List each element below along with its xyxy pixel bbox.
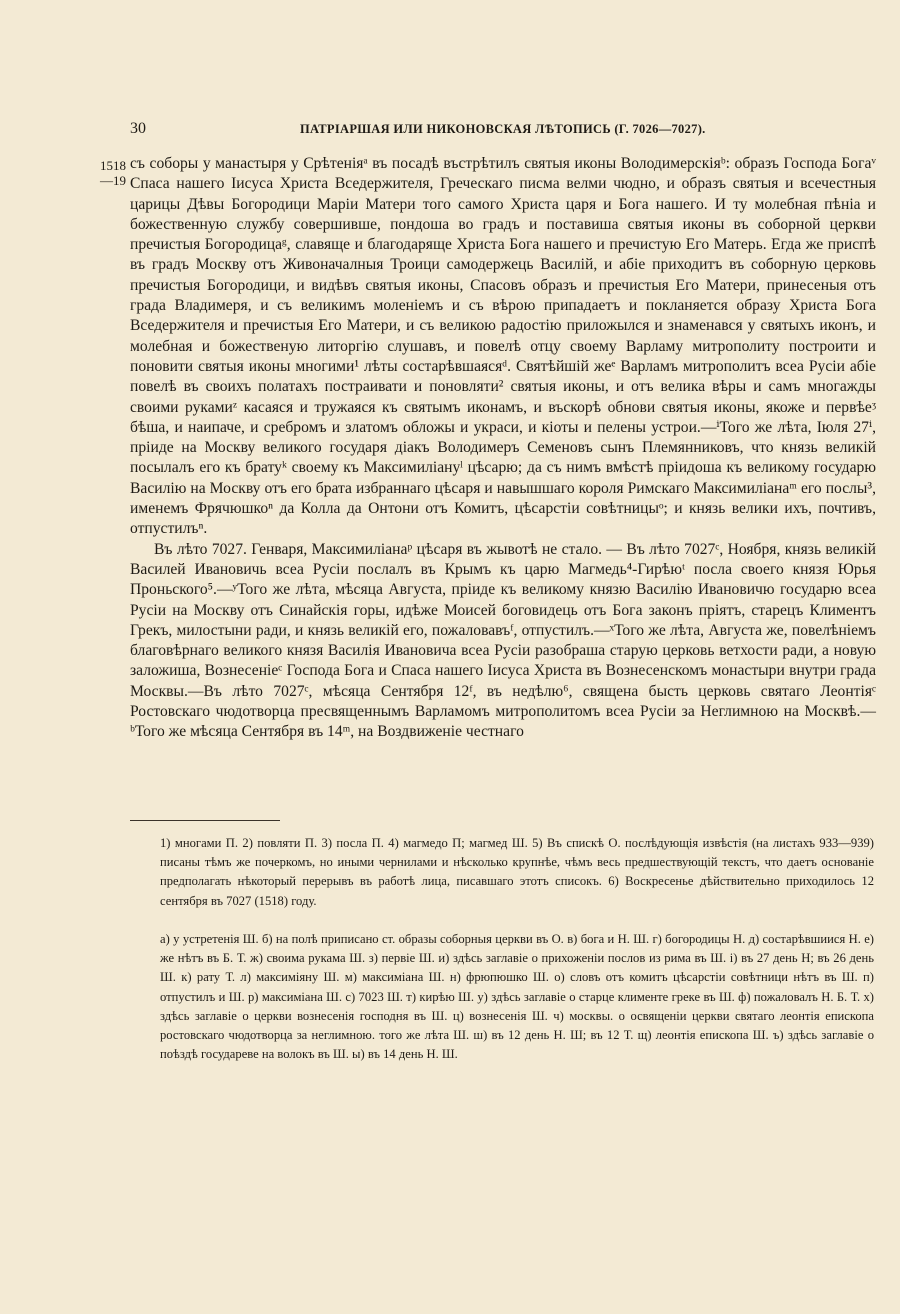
page-number: 30 bbox=[130, 120, 146, 137]
variant-readings-block: а) у устретенія Ш. б) на полѣ приписано ст. образы соборныя церкви въ О. в) бога и Н. Ш. г) богородицы Н. д) состарѣвшиися Н. е) же нѣтъ въ Б. Т. ж) своима рукама Ш. з) первіе Ш. и) здѣсь заглавіе о прихоженіи послов из рима въ Ш. і) въ 27 день Н; въ 26 день Ш. к) рату Т. л) максиміяну Ш. м) максиміана Ш. н) фрюпюшко Ш. о) словъ отъ комитъ цѣсарстіи совѣтници нѣтъ въ Ш. п) отпустилъ и Ш. р) максиміана Ш. с) 7023 Ш. т) кирѣю Ш. у) здѣсь заглавіе о старце клименте греке въ Ш. ф) пожаловалъ Н. Б. Т. х) здѣсь заглавіе о церкви вознесенія господня въ Ш. ц) вознесенія Ш. ч) москвы. о освященіи церкви святаго леонтія епископа ростовскаго чюдотворца за неглимною. того же лѣта Ш. ш) въ 12 день Н. Ш; въ 12 Т. щ) леонтія епископа Ш. ъ) здѣсь заглавіе о поѣздѣ государеве на волокъ въ Ш. ы) въ 14 день Н. Ш. bbox=[160, 932, 874, 1062]
page-header bbox=[130, 118, 870, 140]
body-paragraph: съ соборы у манастыря у Срѣтеніяᵃ въ посадѣ въстрѣтилъ святыя иконы Володимерскіяᵇ: образъ Господа Богаᵛ Спаса нашего Іисуса Христа Вседержителя, Греческаго писма велми чюдно, и образъ святыя и всечестныя царицы Дѣвы Богородици Маріи Матери того самого Христа царя и Бога нашего. И ту молебная пѣніа и божественную службу совершивше, пондоша во градъ и поставиша святыя иконы въ соборной церкви пречистыя Богородицаᵍ, славяще и благодаряще Христа Бога нашего и пречистую Его Матерь. Егда же приспѣ въ градъ Москву отъ Живоначалныя Троици самодержець Василій, и абіе приходитъ въ соборную церковь пречистыя Богородици, и видѣвъ святыя иконы, Спасовъ образъ и пречистыя Его Матери, принесеныя отъ града Владимеря, и съ великимъ моленіемъ и съ вѣрою припадаетъ и покланяется образу Христа Бога Вседержителя и пречистыя Его Матери, и съ великою радостію приложылся и знаменався у святыхъ иконъ, и молебная и божественую литоргію слушавъ, и повелѣ отцу своему Варламу митрополиту построити и поновити святыя иконы многими¹ лѣты состарѣвшаясяᵈ. Святѣйшій жеᵉ Варламъ митрополитъ всеа Русіи абіе повелѣ въ своихъ полатахъ пострaивати и поновляти² святыя иконы, и отъ велика вѣры и самъ многажды своими рукамиᶻ касаяся и тружаяся къ святымъ иконамъ, и въскорѣ обнови святыя иконы, якоже и первѣеᶾ бѣша, и наипаче, и сребромъ и златомъ обложы и украси, и кіоты и пелены устрои.—ⁱТого же лѣта, Іюля 27ⁱ, пріиде на Москву великого государя діакъ Володимеръ Семеновъ сынъ Племянниковъ, что князь великій посылалъ его къ братуᵏ своему къ Максимиліануˡ цѣсарю; да съ нимъ вмѣстѣ пріидоша къ великому государю Василію на Москву отъ его брата избраннаго цѣсаря и навышшаго короля Римскаго Максимиліанаᵐ его послы³, именемъ Фрячюшкоⁿ да Колла да Онтони отъ Комитъ, цѣсарстіи совѣтницыᵒ; и князь велики ихъ, почтивъ, отпустилъⁿ. bbox=[130, 155, 876, 538]
margin-year-note: 1518 —19 bbox=[100, 158, 126, 188]
running-title: ПАТРІАРШАЯ ИЛИ НИКОНОВСКАЯ ЛѢТОПИСЬ (Г. 7026—7027). bbox=[300, 122, 706, 136]
body-paragraph: Въ лѣто 7027. Генваря, Максимиліанаᵖ цѣсаря въ жывотѣ не стало. — Въ лѣто 7027ᶜ, Ноября, князь великій Василей Ивановичь всеа Русіи послалъ въ Крымъ къ царю Магмедь⁴-Гирѣюᵗ посла своего князя Юрья Проньского⁵.—ʸТого же лѣта, мѣсяца Августа, пріиде къ великому князю Василію Ивановичю государю всеа Русіи на Москву отъ Синайскія горы, идѣже Моисей боговидець отъ Бога законъ пріятъ, старецъ Климентъ Грекъ, милостыни ради, и князь великій его, пожаловавъᶠ, отпустилъ.—ˣТого же лѣта, Августа же, повелѣніемъ благовѣрнаго великого князя Василія Ивановича всеа Русіи разобраша старую церковь ветхости ради, а новую заложиша, Вознесеніеᶜ Господа Бога и Спаса нашего Іисуса Христа въ Вознесенскомъ монастыри внутри града Москвы.—Въ лѣто 7027ᶜ, мѣсяца Сентября 12ᶠ, въ недѣлю⁶, священа бысть церковь святаго Леонтіяᶜ Ростовскаго чюдотворца пресвященнымъ Варламомъ митрополитомъ всеа Русіи за Неглимною на Москвѣ.—ᵇТого же мѣсяца Сентября въ 14ᵐ, на Воздвиженіе честнаго bbox=[130, 540, 876, 741]
numbered-footnotes bbox=[160, 834, 874, 921]
footnote-divider bbox=[130, 820, 280, 821]
lettered-footnotes bbox=[160, 930, 874, 1064]
main-text bbox=[130, 154, 876, 743]
footnote-block: 1) многами П. 2) повляти П. 3) посла П. 4) магмедо П; магмед Ш. 5) Въ спискѣ О. послѣдующія извѣстія (на листахъ 933—939) писаны тѣмъ же почеркомъ, но иными чернилами и нѣсколько крупнѣе, чѣмъ весь предшествующій текстъ, что даетъ основаніе предполагать нѣкоторый перерывъ въ работѣ лица, писавшаго этотъ списокъ. 6) Воскресенье дѣйствительно приходилось 12 сентября въ 7027 (1518) году. bbox=[160, 836, 874, 908]
